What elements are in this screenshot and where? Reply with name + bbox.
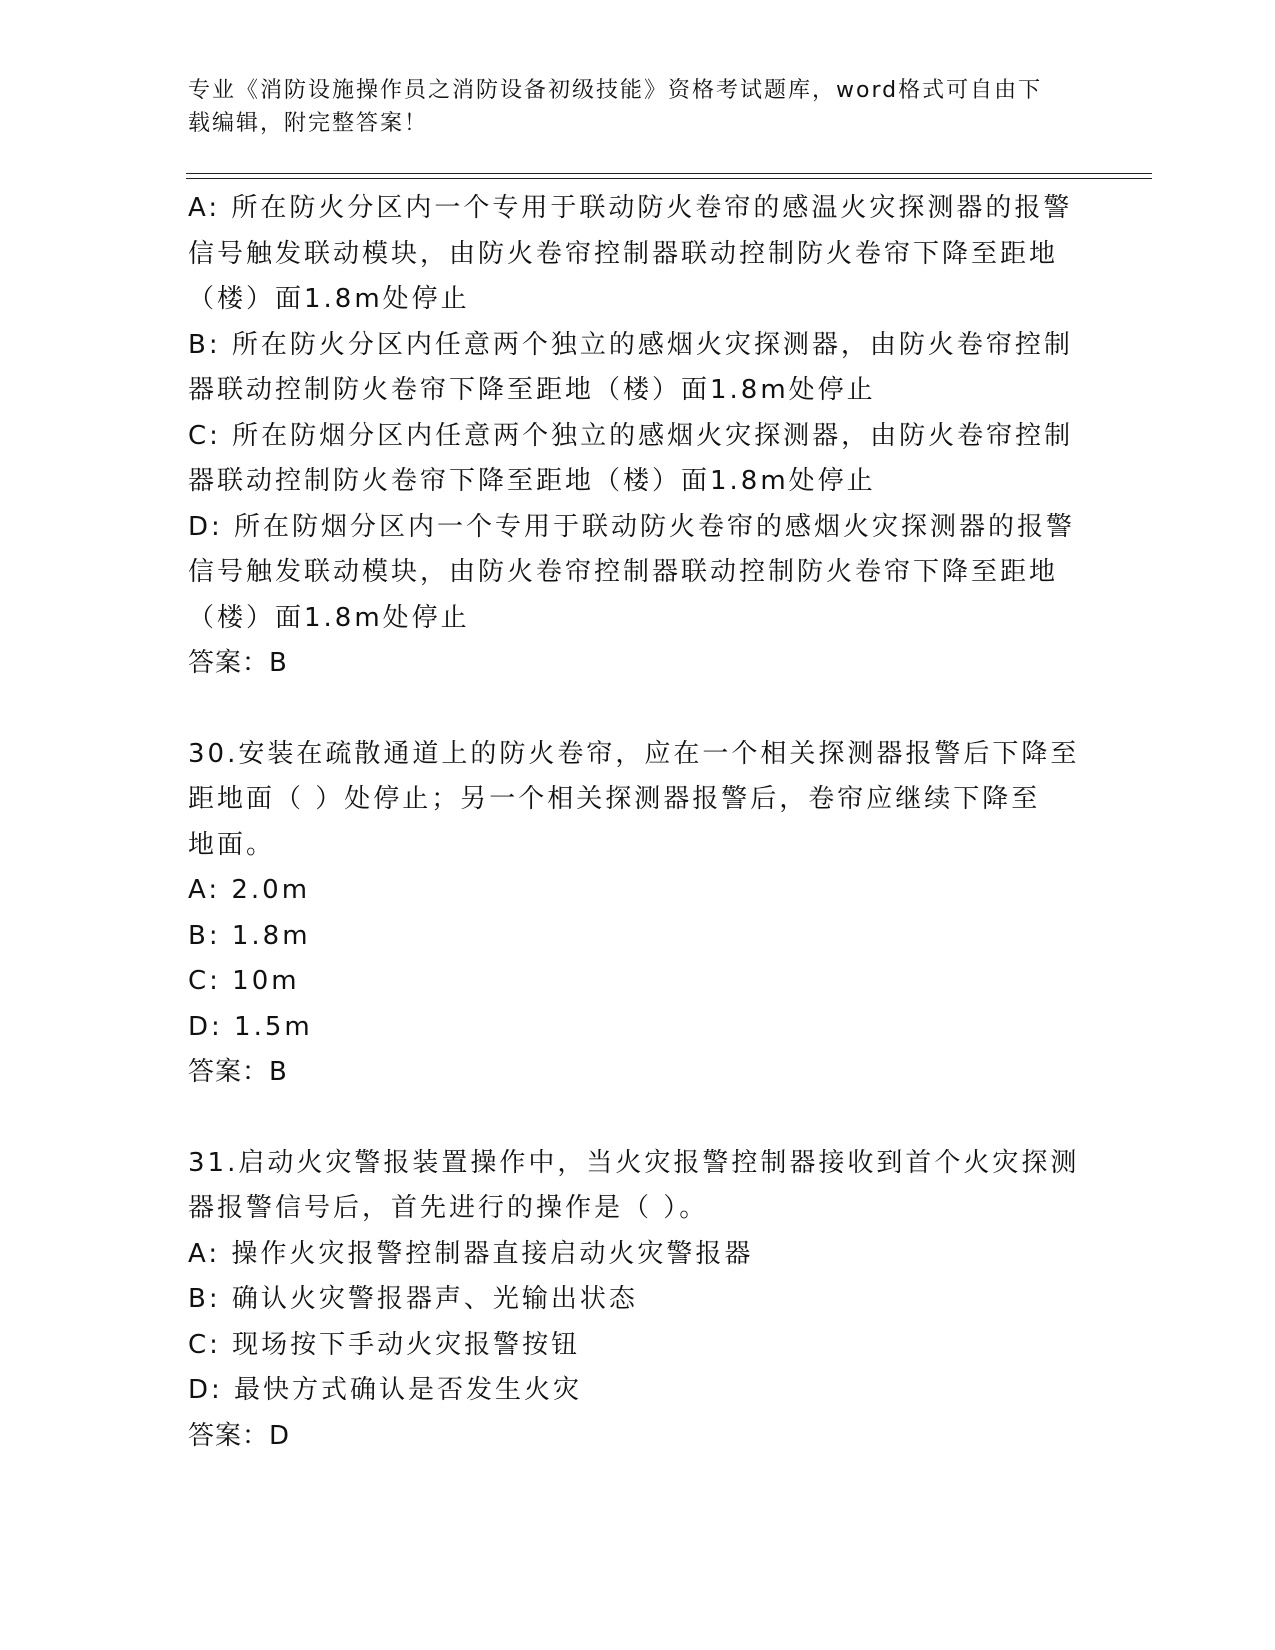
question-text-line: 器报警信号后，首先进行的操作是（ ）。 — [188, 1193, 709, 1223]
header-divider-bottom — [186, 178, 1152, 179]
option-text-line: 器联动控制防火卷帘下降至距地（楼）面1.8m处停止 — [188, 375, 876, 405]
spacer — [188, 687, 1088, 732]
header-line-2: 载编辑，附完整答案！ — [188, 111, 429, 136]
option-text-line: （楼）面1.8m处停止 — [188, 284, 470, 314]
question-text-line: 距地面（ ）处停止；另一个相关探测器报警后，卷帘应继续下降至 — [188, 784, 1041, 814]
spacer — [188, 1096, 1088, 1141]
answer-line: 答案：B — [188, 648, 288, 678]
option-text-line: C: 所在防烟分区内任意两个独立的感烟火灾探测器，由防火卷帘控制 — [188, 420, 1074, 451]
option-b — [188, 323, 1088, 414]
option-a — [188, 186, 1088, 323]
question-30 — [188, 732, 1088, 1096]
option-text-line: B: 所在防火分区内任意两个独立的感烟火灾探测器，由防火卷帘控制 — [188, 329, 1073, 360]
option-c: C: 现场按下手动火灾报警按钮 — [188, 1329, 581, 1360]
option-b: B: 确认火灾警报器声、光输出状态 — [188, 1284, 638, 1314]
question-text-line: 地面。 — [188, 829, 276, 860]
option-c: C: 10m — [188, 966, 300, 996]
option-c — [188, 414, 1088, 505]
option-text-line: 信号触发联动模块，由防火卷帘控制器联动控制防火卷帘下降至距地 — [188, 557, 1059, 587]
header-divider-top — [186, 173, 1152, 174]
question-stem — [188, 1141, 1088, 1232]
option-d: D: 1.5m — [188, 1011, 313, 1042]
option-text-line: 器联动控制防火卷帘下降至距地（楼）面1.8m处停止 — [188, 466, 876, 496]
option-text-line: A: 所在防火分区内一个专用于联动防火卷帘的感温火灾探测器的报警 — [188, 193, 1073, 223]
question-text-line: 30.安装在疏散通道上的防火卷帘，应在一个相关探测器报警后下降至 — [188, 738, 1080, 769]
answer-line: 答案：B — [188, 1057, 288, 1087]
option-a: A: 操作火灾报警控制器直接启动火灾警报器 — [188, 1238, 754, 1269]
question-31 — [188, 1141, 1088, 1460]
option-a: A: 2.0m — [188, 875, 311, 905]
option-text-line: D: 所在防烟分区内一个专用于联动防火卷帘的感烟火灾探测器的报警 — [188, 511, 1076, 542]
question-list — [188, 186, 1088, 1459]
question-text-line: 31.启动火灾警报装置操作中，当火灾报警控制器接收到首个火灾探测 — [188, 1147, 1080, 1178]
header-line-1: 专业《消防设施操作员之消防设备初级技能》资格考试题库，word格式可自由下 — [188, 78, 1043, 103]
option-d: D: 最快方式确认是否发生火灾 — [188, 1375, 583, 1405]
document-header — [188, 74, 1068, 140]
option-d — [188, 505, 1088, 642]
option-text-line: 信号触发联动模块，由防火卷帘控制器联动控制防火卷帘下降至距地 — [188, 238, 1059, 269]
option-text-line: （楼）面1.8m处停止 — [188, 602, 470, 633]
option-b: B: 1.8m — [188, 920, 311, 951]
answer-line: 答案：D — [188, 1420, 291, 1451]
question-29 — [188, 186, 1088, 687]
question-stem — [188, 732, 1088, 869]
